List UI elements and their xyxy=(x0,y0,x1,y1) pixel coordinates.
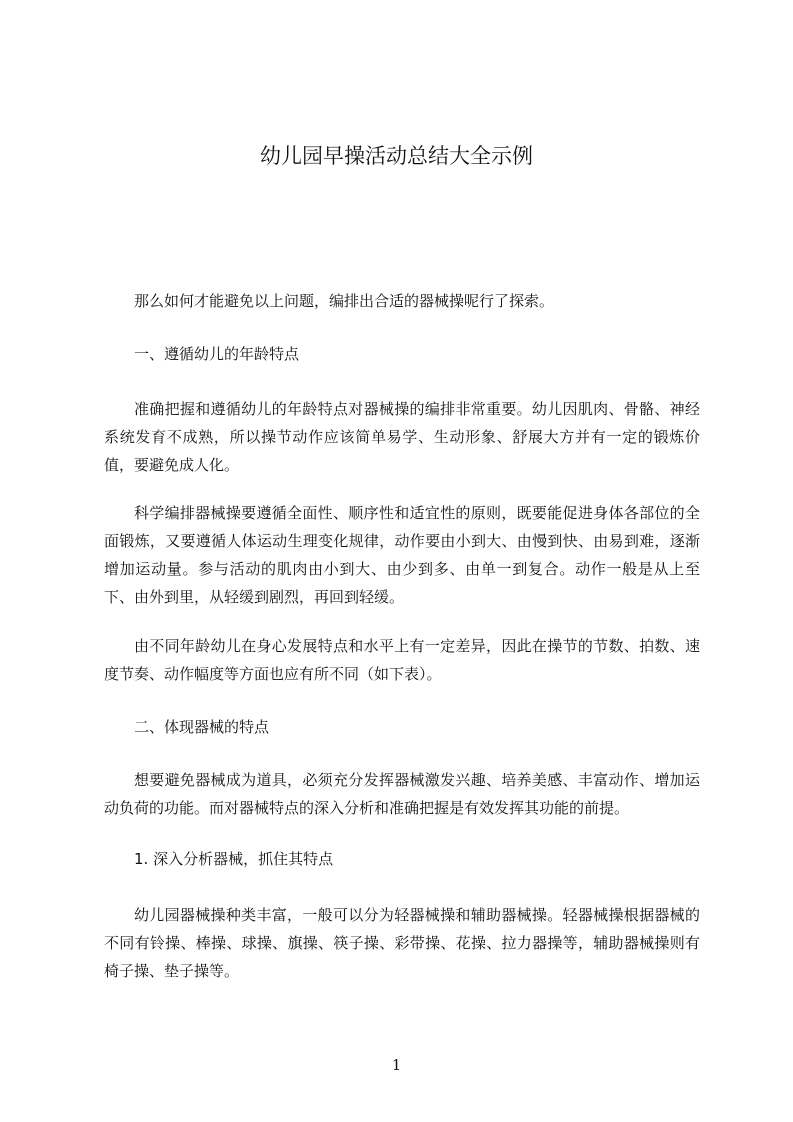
paragraph-scientific-arrangement: 科学编排器械操要遵循全面性、顺序性和适宜性的原则，既要能促进身体各部位的全面锻炼，又要遵循人体运动生理变化规律，动作要由小到大、由慢到快、由易到难，逐渐增加运动量。参与活动的肌肉由小到大、由少到多、由单一到复合。动作一般是从上至下、由外到里，从轻缓到剧烈，再回到轻缓。 xyxy=(104,504,700,606)
subsection-heading-1: 1. 深入分析器械，抓住其特点 xyxy=(134,850,334,868)
paragraph-equipment-function: 想要避免器械成为道具，必须充分发挥器械激发兴趣、培养美感、丰富动作、增加运动负荷的功能。而对器械特点的深入分析和准确把握是有效发挥其功能的前提。 xyxy=(104,771,700,817)
section-heading-2: 二、体现器械的特点 xyxy=(134,718,270,736)
document-title: 幼儿园早操活动总结大全示例 xyxy=(260,144,533,168)
paragraph-equipment-types: 幼儿园器械操种类丰富，一般可以分为轻器械操和辅助器械操。轻器械操根据器械的不同有铃操、棒操、球操、旗操、筷子操、彩带操、花操、拉力器操等，辅助器械操则有椅子操、垫子操等。 xyxy=(104,906,700,980)
paragraph-age-differences: 由不同年龄幼儿在身心发展特点和水平上有一定差异，因此在操节的节数、拍数、速度节奏、动作幅度等方面也应有所不同（如下表）。 xyxy=(104,637,700,683)
paragraph-age-characteristics: 准确把握和遵循幼儿的年龄特点对器械操的编排非常重要。幼儿因肌肉、骨骼、神经系统发育不成熟，所以操节动作应该简单易学、生动形象、舒展大方并有一定的锻炼价值，要避免成人化。 xyxy=(104,400,700,474)
page-number: 1 xyxy=(391,1056,402,1074)
section-heading-1: 一、遵循幼儿的年龄特点 xyxy=(134,345,300,363)
paragraph-intro: 那么如何才能避免以上问题，编排出合适的器械操呢行了探索。 xyxy=(134,292,555,310)
